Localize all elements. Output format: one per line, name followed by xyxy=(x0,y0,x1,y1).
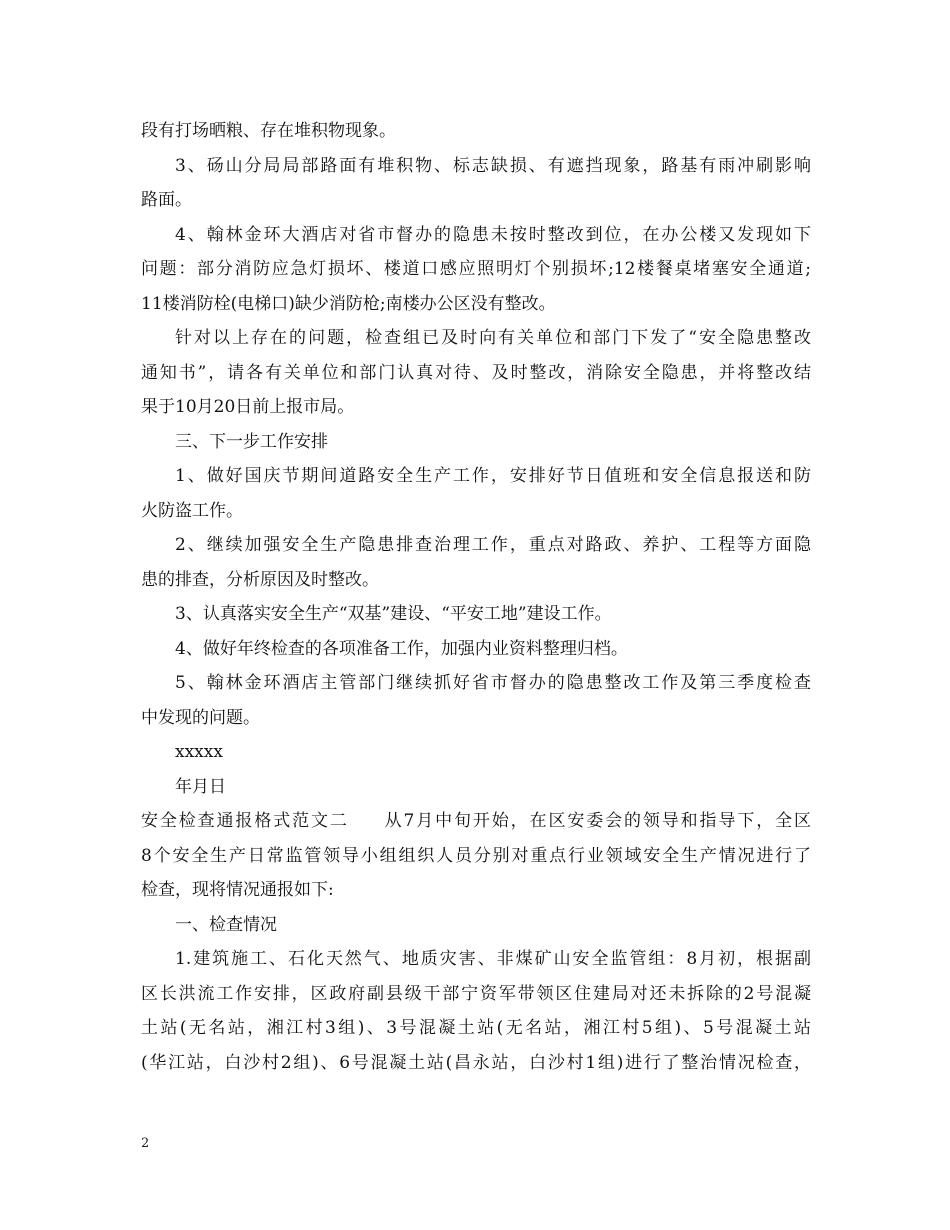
text-line: 段有打场晒粮、存在堆积物现象。 xyxy=(141,121,396,141)
text-line: 4、翰林金环大酒店对省市督办的隐患未按时整改到位，在办公楼又发现如下 xyxy=(175,224,811,245)
text-line: 8个安全生产日常监管领导小组组织人员分别对重点行业领域安全生产情况进行了 xyxy=(141,845,811,866)
text-line: 1.建筑施工、石化天然气、地质灾害、非煤矿山安全监管组：8月初，根据副 xyxy=(175,949,811,969)
text-line xyxy=(141,804,811,839)
text-line: 针对以上存在的问题，检查组已及时向有关单位和部门下发了“安全隐患整改 xyxy=(175,328,811,348)
text-line: 果于10月20日前上报市局。 xyxy=(141,397,355,417)
document-body xyxy=(141,114,811,1080)
text-line: 患的排查，分析原因及时整改。 xyxy=(141,569,379,590)
text-line: 通知书”，请各有关单位和部门认真对待、及时整改，消除安全隐患，并将整改结 xyxy=(141,362,811,383)
text-line: 2、继续加强安全生产隐患排查治理工作，重点对路政、养护、工程等方面隐 xyxy=(175,535,811,555)
text-line: 4、做好年终检查的各项准备工作，加强内业资料整理归档。 xyxy=(175,638,628,659)
text-line: 11楼消防栓(电梯口)缺少消防枪;南楼办公区没有整改。 xyxy=(141,293,556,314)
text-line: 检查，现将情况通报如下: xyxy=(141,880,334,900)
text-line: 火防盗工作。 xyxy=(141,500,243,521)
page-number: 2 xyxy=(141,1136,150,1151)
text-line: 土站(无名站，湘江村3组)、3号混凝土站(无名站，湘江村5组)、5号混凝土站 xyxy=(141,1018,811,1038)
date-placeholder: 年月日 xyxy=(175,776,226,797)
text-line: 问题：部分消防应急灯损坏、楼道口感应照明灯个别损坏;12楼餐桌堵塞安全通道; xyxy=(141,259,811,279)
text-line: 5、翰林金环酒店主管部门继续抓好省市督办的隐患整改工作及第三季度检查 xyxy=(175,673,811,693)
text-line: 区长洪流工作安排，区政府副县级干部宁资军带领区住建局对还未拆除的2号混凝 xyxy=(141,983,811,1004)
text-line: 3、砀山分局局部路面有堆积物、标志缺损、有遮挡现象，路基有雨冲刷影响 xyxy=(175,155,811,176)
text-line: (华江站，白沙村2组)、6号混凝土站(昌永站，白沙村1组)进行了整治情况检查， xyxy=(141,1052,811,1073)
text-line: 路面。 xyxy=(141,190,192,210)
signature-placeholder: xxxxx xyxy=(175,742,223,762)
document-title: 安全检查通报格式范文二 xyxy=(141,811,349,831)
intro-text: 从7月中旬开始，在区安委会的领导和指导下，全区 xyxy=(382,811,811,831)
section-heading: 一、检查情况 xyxy=(175,914,277,935)
text-line: 中发现的问题。 xyxy=(141,707,260,728)
text-line: 3、认真落实安全生产“双基”建设、“平安工地”建设工作。 xyxy=(175,604,612,624)
text-line: 1、做好国庆节期间道路安全生产工作，安排好节日值班和安全信息报送和防 xyxy=(175,466,811,486)
section-heading: 三、下一步工作安排 xyxy=(175,431,328,452)
